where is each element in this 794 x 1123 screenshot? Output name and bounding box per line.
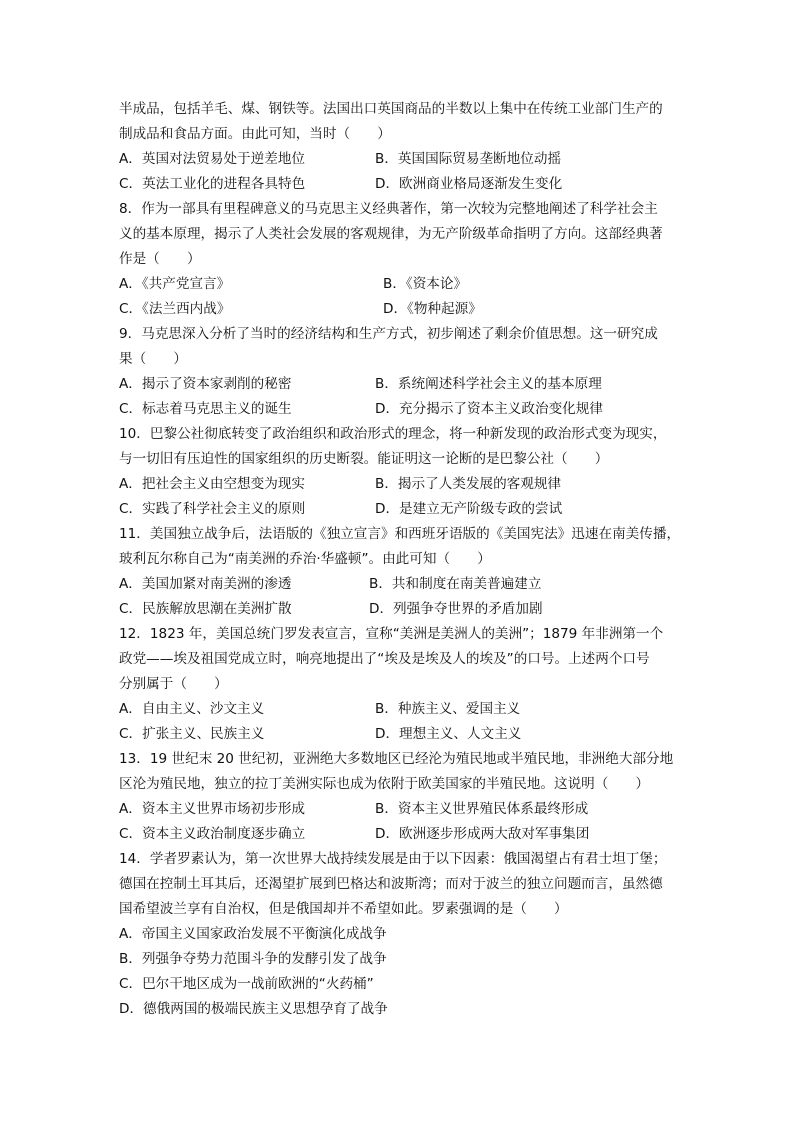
q12-option-c: C．扩张主义、民族主义: [119, 726, 265, 742]
q12-options-row-2: [119, 722, 679, 747]
q14-stem-line-3: 国希望波兰享有自治权，但是俄国却并不希望如此。罗素强调的是（ ）: [119, 901, 568, 917]
q7-options-row-2: [119, 172, 679, 197]
question-list: [119, 97, 679, 1022]
q10-stem-line-1: 10．巴黎公社彻底转变了政治组织和政治形式的理念，将一种新发现的政治形式变为现实，: [119, 426, 667, 442]
q8-stem-line-2: 义的基本原理，揭示了人类社会发展的客观规律，为无产阶级革命指明了方向。这部经典著: [119, 226, 663, 242]
q10-options-row-2: [119, 497, 679, 522]
q12-stem-line-2: 政党——埃及祖国党成立时，响亮地提出了“埃及是埃及人的埃及”的口号。上述两个口号: [119, 651, 650, 667]
q11-option-a: A．美国加紧对南美洲的渗透: [119, 576, 292, 592]
q12-stem-line-1: 12．1823 年，美国总统门罗发表宣言，宣称“美洲是美洲人的美洲”；1879 年非洲第一个: [119, 626, 664, 642]
q10-option-a: A．把社会主义由空想变为现实: [119, 476, 306, 492]
q10-option-b: B．揭示了人类发展的客观规律: [375, 476, 562, 492]
q8-option-d: D．《物种起源》: [383, 301, 482, 317]
q13-option-a: A．资本主义世界市场初步形成: [119, 801, 306, 817]
q7-option-a: A．英国对法贸易处于逆差地位: [119, 151, 306, 167]
q11-stem-line-1: 11．美国独立战争后，法语版的《独立宣言》和西班牙语版的《美国宪法》迅速在南美传播，: [119, 526, 681, 542]
q11-options-row-1: [119, 572, 679, 597]
q10-option-c: C．实践了科学社会主义的原则: [119, 501, 306, 517]
q10-stem-line-2: 与一切旧有压迫性的国家组织的历史断裂。能证明这一论断的是巴黎公社（ ）: [119, 451, 609, 467]
q8-stem-line-3: 作是（ ）: [119, 251, 201, 267]
q9-option-a: A．揭示了资本家剥削的秘密: [119, 376, 292, 392]
q11-option-b: B．共和制度在南美普遍建立: [369, 576, 542, 592]
q14-option-a: A．帝国主义国家政治发展不平衡演化成战争: [119, 926, 387, 942]
q14-stem-line-2: 德国在控制土耳其后，还渴望扩展到巴格达和波斯湾；而对于波兰的独立问题而言，虽然德: [119, 876, 663, 892]
q7-option-b: B．英国国际贸易垄断地位动摇: [375, 151, 562, 167]
q9-options-row-2: [119, 397, 679, 422]
q13-option-c: C．资本主义政治制度逐步确立: [119, 826, 306, 842]
q8-option-c: C．《法兰西内战》: [119, 301, 231, 317]
q9-option-d: D．充分揭示了资本主义政治变化规律: [375, 401, 603, 417]
q8-options-row-2: [119, 297, 679, 322]
q7-options-row-1: [119, 147, 679, 172]
q7-stem-line-1: 半成品，包括羊毛、煤、钢铁等。法国出口英国商品的半数以上集中在传统工业部门生产的: [119, 101, 663, 117]
q8-options-row-1: [119, 272, 679, 297]
q8-option-b: B．《资本论》: [383, 276, 468, 292]
q13-option-b: B．资本主义世界殖民体系最终形成: [375, 801, 589, 817]
q13-options-row-2: [119, 822, 679, 847]
q9-option-c: C．标志着马克思主义的诞生: [119, 401, 292, 417]
q12-options-row-1: [119, 697, 679, 722]
q9-stem-line-1: 9．马克思深入分析了当时的经济结构和生产方式，初步阐述了剩余价值思想。这一研究成: [119, 326, 658, 342]
q7-option-d: D．欧洲商业格局逐渐发生变化: [375, 176, 563, 192]
q7-option-c: C．英法工业化的进程各具特色: [119, 176, 306, 192]
q14-option-d: D．德俄两国的极端民族主义思想孕育了战争: [119, 1001, 388, 1017]
q9-option-b: B．系统阐述科学社会主义的基本原理: [375, 376, 602, 392]
q14-option-b: B．列强争夺势力范围斗争的发酵引发了战争: [119, 951, 387, 967]
q8-stem-line-1: 8．作为一部具有里程碑意义的马克思主义经典著作，第一次较为完整地阐述了科学社会主: [119, 201, 658, 217]
q9-options-row-1: [119, 372, 679, 397]
q7-stem-line-2: 制成品和食品方面。由此可知，当时（ ）: [119, 126, 391, 142]
q12-option-b: B．种族主义、爱国主义: [375, 701, 521, 717]
q14-option-c: C．巴尔干地区成为一战前欧洲的“火药桶”: [119, 976, 374, 992]
q9-stem-line-2: 果（ ）: [119, 351, 187, 367]
q12-stem-line-3: 分别属于（ ）: [119, 676, 228, 692]
q10-option-d: D．是建立无产阶级专政的尝试: [375, 501, 563, 517]
q12-option-d: D．理想主义、人文主义: [375, 726, 522, 742]
q13-stem-line-1: 13．19 世纪末 20 世纪初，亚洲绝大多数地区已经沦为殖民地或半殖民地，非洲绝大部分地: [119, 751, 674, 767]
q11-stem-line-2: 玻利瓦尔称自己为“南美洲的乔治·华盛顿”。由此可知（ ）: [119, 551, 491, 567]
q11-options-row-2: [119, 597, 679, 622]
q12-option-a: A．自由主义、沙文主义: [119, 701, 265, 717]
q14-stem-line-1: 14．学者罗素认为，第一次世界大战持续发展是由于以下因素：俄国渴望占有君士坦丁堡；: [119, 851, 667, 867]
q8-option-a: A．《共产党宣言》: [119, 276, 231, 292]
q13-stem-line-2: 区沦为殖民地，独立的拉丁美洲实际也成为依附于欧美国家的半殖民地。这说明（ ）: [119, 776, 650, 792]
q13-options-row-1: [119, 797, 679, 822]
q13-option-d: D．欧洲逐步形成两大敌对军事集团: [375, 826, 590, 842]
q11-option-d: D．列强争夺世界的矛盾加剧: [369, 601, 543, 617]
q10-options-row-1: [119, 472, 679, 497]
q11-option-c: C．民族解放思潮在美洲扩散: [119, 601, 292, 617]
